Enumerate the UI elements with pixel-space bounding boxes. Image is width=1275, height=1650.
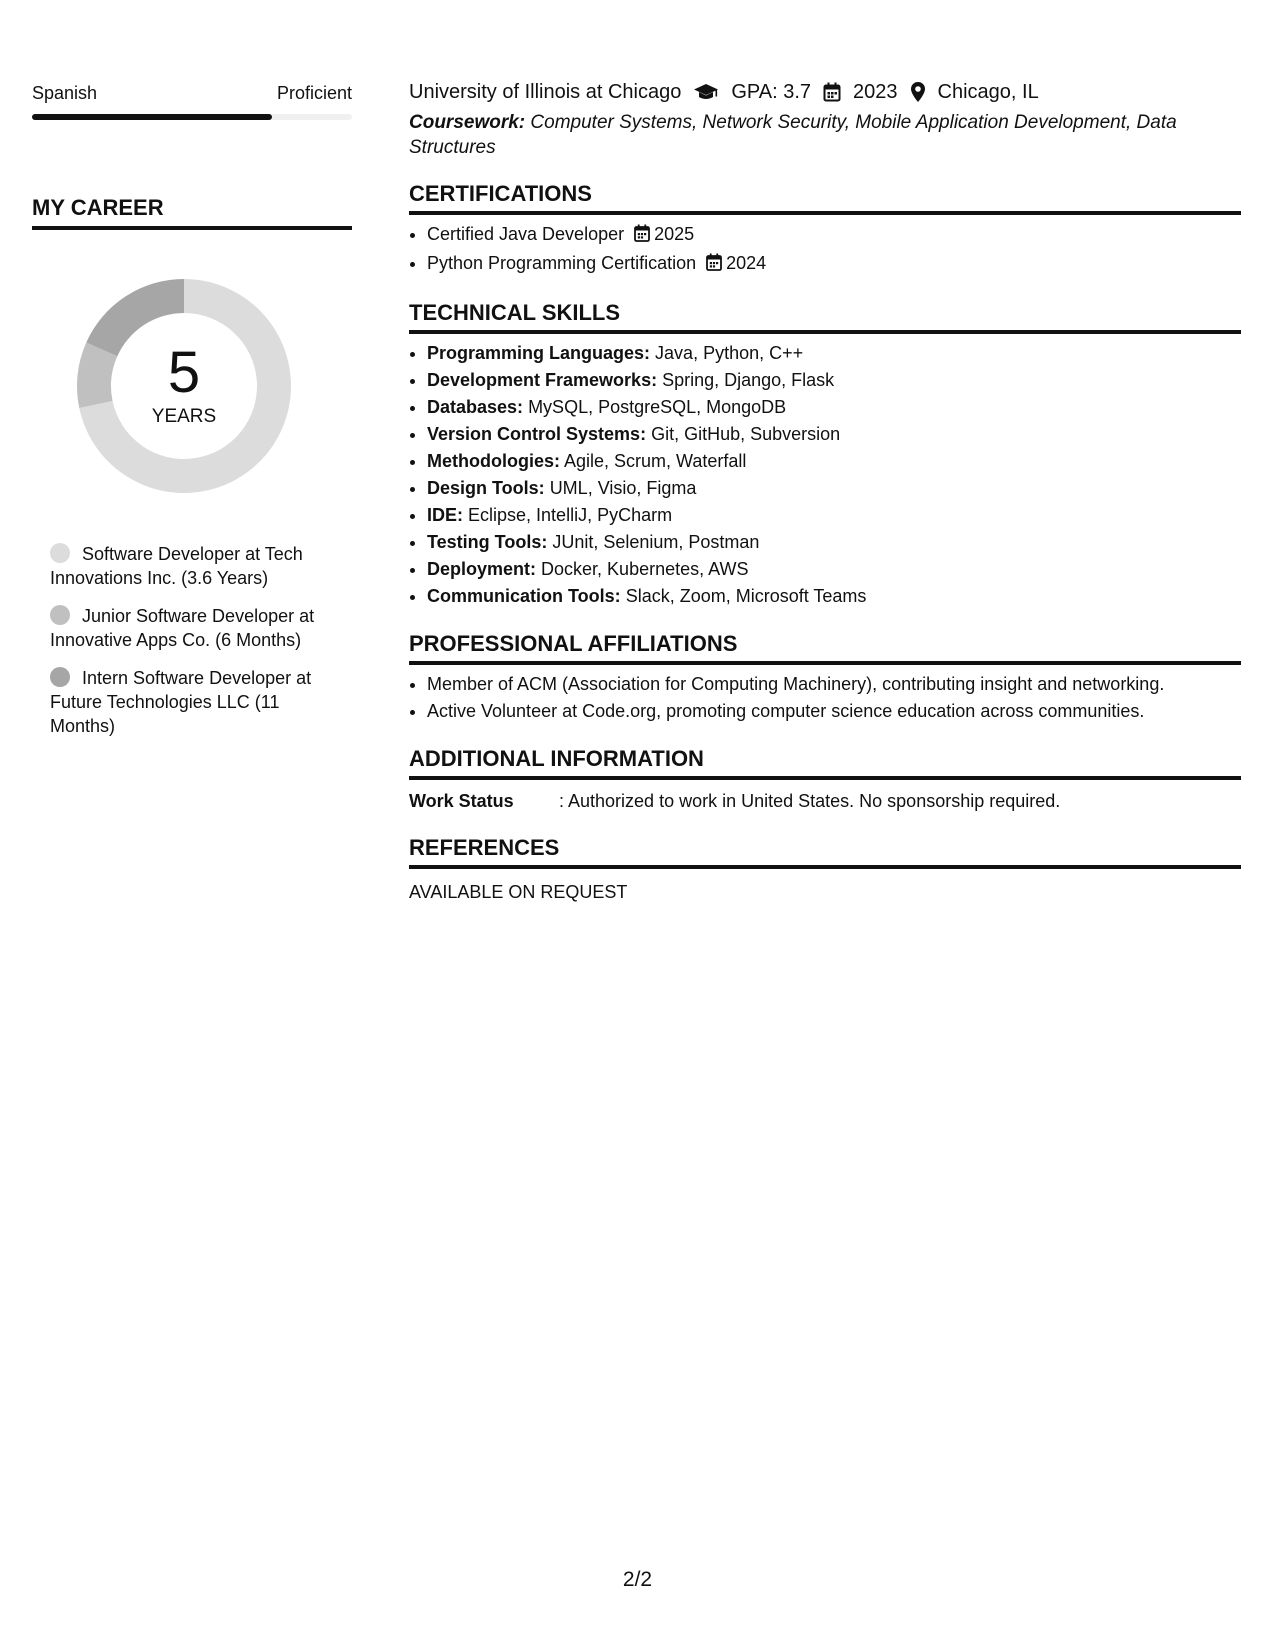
skill-value: Java, Python, C++ [655,343,804,363]
skill-value: UML, Visio, Figma [549,478,697,498]
calendar-icon [634,223,650,250]
skill-item [427,340,1241,367]
certification-name: Certified Java Developer [427,224,625,244]
skill-label: Databases: [427,397,524,417]
skill-value: Eclipse, IntelliJ, PyCharm [468,505,673,525]
skill-value: JUnit, Selenium, Postman [552,532,760,552]
certifications-title: CERTIFICATIONS [409,180,1241,215]
work-status-value: : Authorized to work in United States. No sponsorship required. [559,791,1061,811]
skill-item [427,421,1241,448]
career-legend [50,542,340,738]
certification-year: 2025 [654,224,695,244]
skill-item [427,394,1241,421]
skill-label: Methodologies: [427,451,560,471]
coursework [409,110,1241,160]
references-text: AVAILABLE ON REQUEST [409,882,628,902]
skill-item [427,583,1241,610]
career-legend-label: Software Developer at Tech Innovations Inc. (3.6 Years) [50,544,303,588]
skill-label: Development Frameworks: [427,370,658,390]
skill-label: IDE: [427,505,463,525]
school-name: University of Illinois at Chicago [409,81,682,103]
certification-item [427,250,1241,279]
language-name: Spanish [32,83,98,103]
skill-value: MySQL, PostgreSQL, MongoDB [528,397,787,417]
legend-dot [50,667,70,687]
skills-title: TECHNICAL SKILLS [409,299,1241,334]
language-level: Proficient [276,83,352,103]
skill-item [427,502,1241,529]
education-line [409,78,1241,106]
career-total-number: 5 [167,340,201,405]
skill-item [427,448,1241,475]
skill-item [427,556,1241,583]
skill-value: Docker, Kubernetes, AWS [541,559,749,579]
language-proficiency-fill [32,114,272,120]
certification-year: 2024 [726,253,767,273]
affiliation-item: • Active Volunteer at Code.org, promoting computer science education across communities. [427,698,1241,725]
skill-value: Agile, Scrum, Waterfall [564,451,747,471]
coursework-label: Coursework: [409,112,526,133]
skill-label: Testing Tools: [427,532,548,552]
skill-value: Slack, Zoom, Microsoft Teams [625,586,867,606]
skill-item [427,529,1241,556]
skill-label: Design Tools: [427,478,545,498]
additional-info-title: ADDITIONAL INFORMATION [409,745,1241,780]
right-column [409,78,1241,905]
skills-list [409,340,1241,610]
career-donut-chart [64,266,304,506]
skill-label: Communication Tools: [427,586,621,606]
left-column [32,80,352,752]
career-section-title: MY CAREER [32,194,352,230]
affiliations-list [409,671,1241,725]
certification-item [427,221,1241,250]
career-legend-label: Intern Software Developer at Future Technologies LLC (11 Months) [50,668,312,736]
work-status-label: Work Status [409,791,514,811]
affiliations-title: PROFESSIONAL AFFILIATIONS [409,630,1241,665]
skill-label: Deployment: [427,559,537,579]
education-location: Chicago, IL [937,81,1039,103]
page-number: 2/2 [622,1568,653,1591]
career-legend-item [50,604,340,652]
career-total-unit: YEARS [151,406,217,427]
skill-value: Spring, Django, Flask [662,370,835,390]
career-legend-label: Junior Software Developer at Innovative Apps Co. (6 Months) [50,606,315,650]
education-year: 2023 [853,81,898,103]
certifications-list [409,221,1241,279]
donut-center [64,266,304,506]
education-gpa: GPA: 3.7 [731,81,812,103]
work-status-row [409,788,1241,814]
graduation-cap-icon [693,82,719,102]
coursework-list: Computer Systems, Network Security, Mobile Application Development, Data Structures [409,112,1177,158]
affiliation-item: • Member of ACM (Association for Computing Machinery), contributing insight and networking. [427,671,1241,698]
map-pin-icon [910,81,926,103]
legend-dot [50,605,70,625]
references-title: REFERENCES [409,834,1241,869]
career-legend-item [50,542,340,590]
language-proficiency-bar [32,114,352,120]
calendar-icon [706,252,722,279]
career-legend-item [50,666,340,738]
legend-dot [50,543,70,563]
language-row [32,80,352,106]
skill-label: Version Control Systems: [427,424,647,444]
skill-item [427,475,1241,502]
calendar-icon [823,82,841,102]
certification-name: Python Programming Certification [427,253,697,273]
skill-label: Programming Languages: [427,343,651,363]
skill-value: Git, GitHub, Subversion [651,424,841,444]
skill-item [427,367,1241,394]
